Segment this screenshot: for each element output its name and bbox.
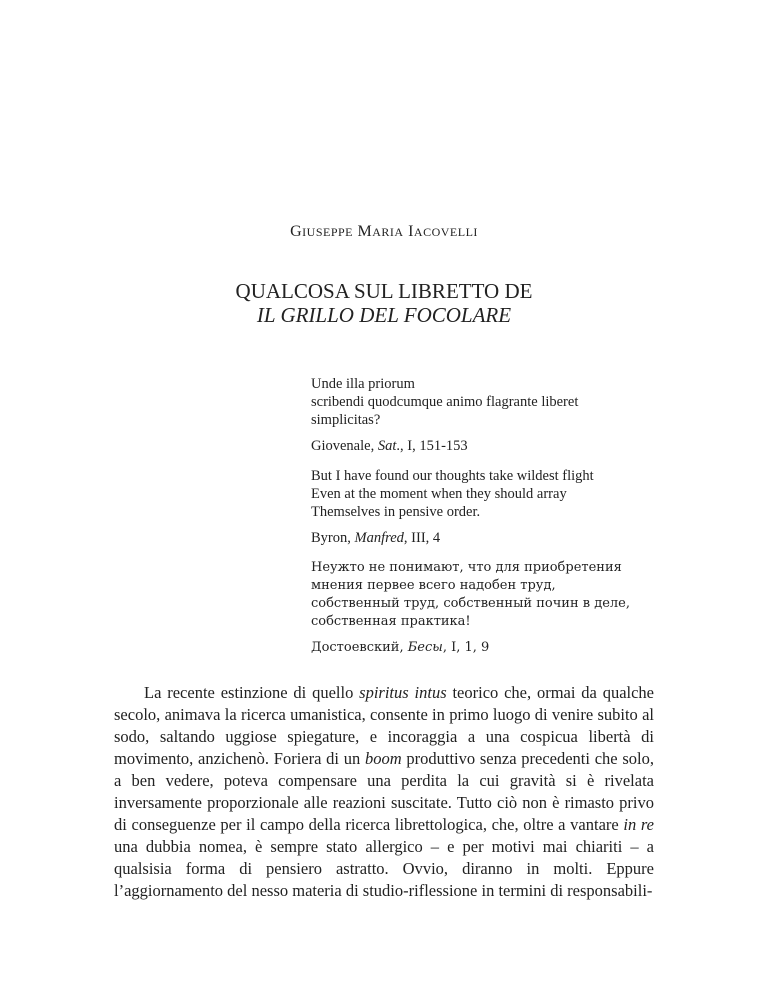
chapter-title [0,279,768,327]
epigraph-dostoevsky [311,559,641,657]
epigraph-byron [311,467,641,547]
epigraph-juvenal [311,375,641,455]
source-ref: ., I, 151-153 [396,438,468,454]
text-run: una dubbia nomea, è sempre stato allergico – e per motivi mai chiariti – a qualsisia forma di pensiero astratto. Ovvio, diranno in molti. Eppure l’aggiornamento del nesso materia di studio-riflessione in termini di responsabili- [114,837,654,900]
epigraph-line: simplicitas? [311,412,381,428]
epigraph-source [311,437,641,455]
epigraph-line: Themselves in pensive order. [311,504,481,520]
source-work: Бесы [407,640,443,655]
epigraph-source [311,529,641,547]
author-name [0,223,768,241]
epigraph-line: мнения первее всего надобен труд, [311,578,556,593]
epigraph-line: But I have found our thoughts take wildest flight [311,468,594,484]
italic-run: in re [623,815,654,834]
text-run: La recente estinzione di quello [144,683,360,702]
epigraph-line: собственная практика! [311,614,471,629]
author-initial-i: I [408,223,414,240]
source-ref: , I, 1, 9 [442,640,490,655]
source-author: Достоевский, [311,640,408,655]
author-rest-maria: ARIA [372,225,404,239]
author-rest-giuseppe: IUSEPPE [302,225,353,239]
epigraphs [311,375,641,665]
paragraph [114,682,654,902]
epigraph-source [311,639,641,657]
title-line-2: IL GRILLO DEL FOCOLARE [256,303,512,327]
body-text [114,682,654,902]
italic-run: spiritus intus [359,683,447,702]
italic-run: boom [364,749,402,768]
title-line-1: QUALCOSA SUL LIBRETTO DE [235,279,533,303]
source-work: Sat [377,438,397,454]
epigraph-line: Unde illa priorum [311,376,415,392]
source-author: Byron, [311,530,355,546]
source-ref: , III, 4 [403,530,441,546]
author-initial-m: M [357,223,373,240]
text-run: teorico che, ormai da qualche secolo, animava la ricerca umanistica, consente in primo luogo di venire subito al sodo, saltando uggiose spiegature, e incoraggia a una cospicua libertà di movimento, anzichenò. Foriera di un [114,683,654,768]
source-author: Giovenale, [311,438,378,454]
epigraph-line: scribendi quodcumque animo flagrante liberet [311,394,579,410]
epigraph-line: собственный труд, собственный почин в деле, [311,596,630,611]
epigraph-line: Even at the moment when they should array [311,486,567,502]
epigraph-line: Неужто не понимают, что для приобретения [311,560,622,575]
author-initial-g: G [290,223,303,240]
source-work: Manfred [354,530,404,546]
author-rest-iacovelli: ACOVELLI [413,225,478,239]
text-run: produttivo senza precedenti che solo, a ben vedere, poteva compensare una perdita la cui gravità si è rivelata inversamente proporzionale alle reazioni suscitate. Tutto ciò non è rimasto privo di conseguenze per il campo della ricerca librettologica, che, oltre a vantare [114,749,654,834]
